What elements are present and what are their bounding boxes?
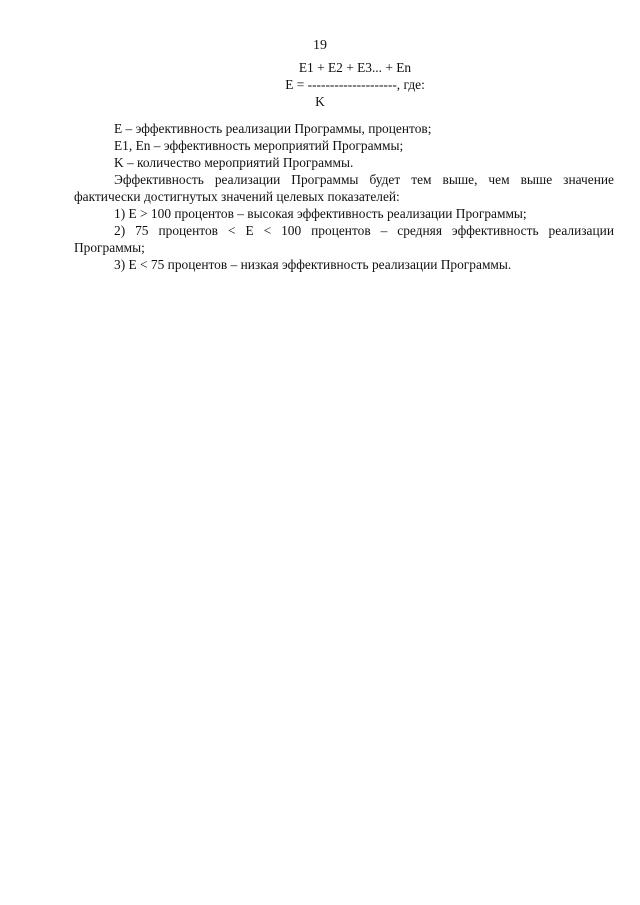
definition-e1-en: E1, En – эффективность мероприятий Программы; [114, 138, 404, 153]
formula-equation-line: E = --------------------, где: [285, 77, 425, 92]
definition-k: K – количество мероприятий Программы. [114, 155, 354, 170]
definition-e: E – эффективность реализации Программы, процентов; [114, 121, 432, 136]
efficiency-formula [0, 59, 640, 110]
criterion-high: 1) E > 100 процентов – высокая эффективность реализации Программы; [114, 206, 527, 221]
criterion-low: 3) E < 75 процентов – низкая эффективность реализации Программы. [114, 257, 512, 272]
body-text [74, 120, 614, 273]
criterion-medium: 2) 75 процентов < E < 100 процентов – средняя эффективность реализации Программы; [74, 223, 614, 255]
efficiency-statement: Эффективность реализации Программы будет тем выше, чем выше значение фактически достигнутых значений целевых показателей: [74, 172, 614, 204]
page-number: 19 [313, 38, 327, 53]
formula-denominator: K [315, 94, 325, 109]
formula-numerator: E1 + E2 + E3... + En [298, 60, 412, 75]
